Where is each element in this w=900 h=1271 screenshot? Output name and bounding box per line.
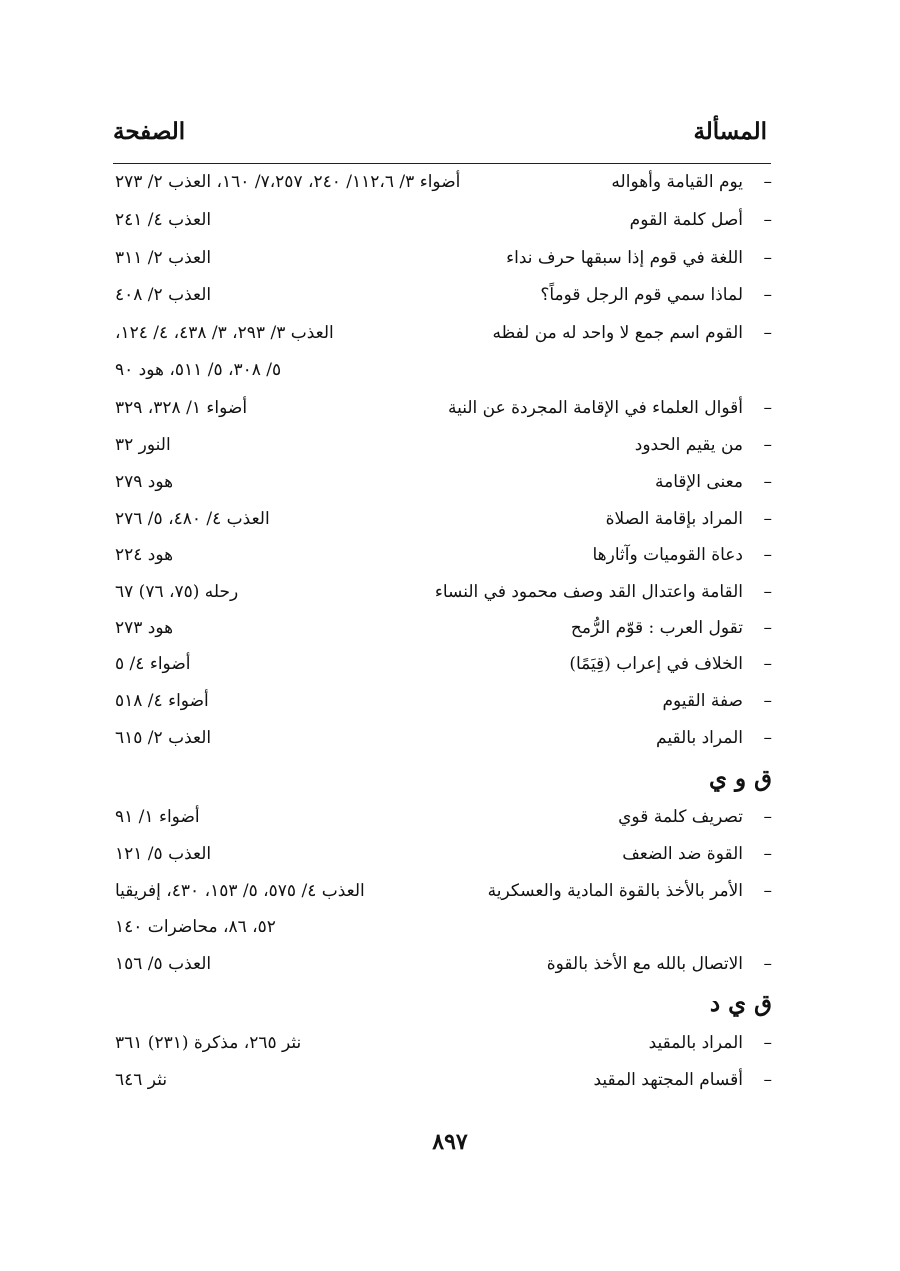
entry-dash: – — [763, 545, 772, 565]
entry-dash: – — [763, 1070, 772, 1090]
index-entry — [0, 1070, 900, 1106]
index-entry — [0, 618, 900, 654]
entry-topic: أقسام المجتهد المقيد — [593, 1070, 743, 1090]
index-entry — [0, 435, 900, 471]
entry-dash: – — [763, 509, 772, 529]
index-entry — [0, 881, 900, 917]
entry-ref: نثر ٦٤٦ — [115, 1070, 168, 1090]
entry-dash: – — [763, 1033, 772, 1053]
entry-dash: – — [763, 954, 772, 974]
index-entry — [0, 210, 900, 246]
entry-dash: – — [763, 435, 772, 455]
entry-ref: رحله (٧٥، ٧٦) ٦٧ — [115, 582, 239, 602]
entry-ref: النور ٣٢ — [115, 435, 171, 455]
index-entry-continuation — [0, 917, 900, 953]
entry-dash: – — [763, 210, 772, 230]
entry-dash: – — [763, 807, 772, 827]
entry-dash: – — [763, 691, 772, 711]
entry-dash: – — [763, 398, 772, 418]
section-heading-qyd: ق ي د — [709, 990, 772, 1017]
entry-ref-continuation: ٥٢، ٨٦، محاضرات ١٤٠ — [115, 917, 276, 937]
column-header-page: الصفحة — [113, 118, 186, 145]
entry-ref: العذب ٢/ ٦١٥ — [115, 728, 212, 748]
entry-ref: أضواء ٣/ ١١٢،٦/ ٢٤٠، ٧،٢٥٧/ ١٦٠، العذب ٢/ ٢٧٣ — [115, 172, 461, 192]
column-header-topic: المسألة — [693, 118, 767, 145]
entry-topic: الخلاف في إعراب (قِيَمًا) — [569, 654, 743, 674]
entry-dash: – — [763, 472, 772, 492]
index-entry — [0, 323, 900, 359]
entry-topic: من يقيم الحدود — [634, 435, 743, 455]
index-entry — [0, 1033, 900, 1069]
index-entry — [0, 582, 900, 618]
index-entry — [0, 509, 900, 545]
index-entry — [0, 398, 900, 434]
entry-topic: القامة واعتدال القد وصف محمود في النساء — [434, 582, 743, 602]
entry-ref: العذب ٣/ ٢٩٣، ٣/ ٤٣٨، ٤/ ١٢٤، — [115, 323, 334, 343]
entry-dash: – — [763, 248, 772, 268]
entry-dash: – — [763, 323, 772, 343]
entry-topic: تقول العرب : قوّم الرُّمح — [570, 618, 743, 638]
entry-topic: القوة ضد الضعف — [622, 844, 743, 864]
entry-topic: اللغة في قوم إذا سبقها حرف نداء — [506, 248, 743, 268]
index-entry — [0, 248, 900, 284]
entry-dash: – — [763, 881, 772, 901]
entry-ref: أضواء ٤/ ٥ — [115, 654, 191, 674]
index-entry — [0, 172, 900, 208]
entry-topic: القوم اسم جمع لا واحد له من لفظه — [492, 323, 743, 343]
entry-topic: دعاة القوميات وآثارها — [592, 545, 743, 565]
entry-dash: – — [763, 844, 772, 864]
entry-ref: العذب ٤/ ٥٧٥، ٥/ ١٥٣، ٤٣٠، إفريقيا — [115, 881, 365, 901]
entry-topic: الأمر بالأخذ بالقوة المادية والعسكرية — [487, 881, 743, 901]
entry-topic: يوم القيامة وأهواله — [611, 172, 743, 192]
entry-dash: – — [763, 285, 772, 305]
entry-ref: العذب ٤/ ٢٤١ — [115, 210, 212, 230]
entry-topic: معنى الإقامة — [655, 472, 743, 492]
entry-ref: أضواء ٤/ ٥١٨ — [115, 691, 209, 711]
entry-ref: هود ٢٧٩ — [115, 472, 174, 492]
entry-dash: – — [763, 654, 772, 674]
entry-ref: العذب ٢/ ٣١١ — [115, 248, 212, 268]
entry-dash: – — [763, 172, 772, 192]
entry-ref: نثر ٢٦٥، مذكرة (٢٣١) ٣٦١ — [115, 1033, 302, 1053]
index-entry — [0, 472, 900, 508]
entry-dash: – — [763, 728, 772, 748]
entry-ref: هود ٢٢٤ — [115, 545, 174, 565]
entry-topic: تصريف كلمة قوي — [618, 807, 743, 827]
entry-topic: لماذا سمي قوم الرجل قوماً؟ — [540, 285, 743, 305]
page-number: ٨٩٧ — [432, 1129, 468, 1155]
entry-ref: أضواء ١/ ٣٢٨، ٣٢٩ — [115, 398, 248, 418]
entry-topic: المراد بإقامة الصلاة — [605, 509, 743, 529]
index-entry — [0, 654, 900, 690]
index-entry — [0, 807, 900, 843]
entry-dash: – — [763, 582, 772, 602]
entry-ref: أضواء ١/ ٩١ — [115, 807, 200, 827]
header-rule — [113, 163, 771, 164]
entry-topic: الاتصال بالله مع الأخذ بالقوة — [546, 954, 743, 974]
index-entry — [0, 691, 900, 727]
entry-topic: أقوال العلماء في الإقامة المجردة عن النية — [447, 398, 743, 418]
index-entry — [0, 844, 900, 880]
entry-topic: المراد بالقيم — [656, 728, 743, 748]
index-entry — [0, 545, 900, 581]
index-entry — [0, 954, 900, 990]
index-entry-continuation — [0, 360, 900, 396]
entry-ref: هود ٢٧٣ — [115, 618, 174, 638]
entry-ref: العذب ٤/ ٤٨٠، ٥/ ٢٧٦ — [115, 509, 270, 529]
index-entry — [0, 285, 900, 321]
entry-topic: المراد بالمقيد — [648, 1033, 743, 1053]
entry-topic: أصل كلمة القوم — [629, 210, 743, 230]
entry-dash: – — [763, 618, 772, 638]
entry-ref: العذب ٥/ ١٥٦ — [115, 954, 212, 974]
entry-ref: العذب ٢/ ٤٠٨ — [115, 285, 212, 305]
index-entry — [0, 728, 900, 764]
entry-ref-continuation: ٥/ ٣٠٨، ٥/ ٥١١، هود ٩٠ — [115, 360, 282, 380]
section-heading-qwy: ق و ي — [709, 765, 772, 792]
entry-ref: العذب ٥/ ١٢١ — [115, 844, 212, 864]
entry-topic: صفة القيوم — [662, 691, 743, 711]
